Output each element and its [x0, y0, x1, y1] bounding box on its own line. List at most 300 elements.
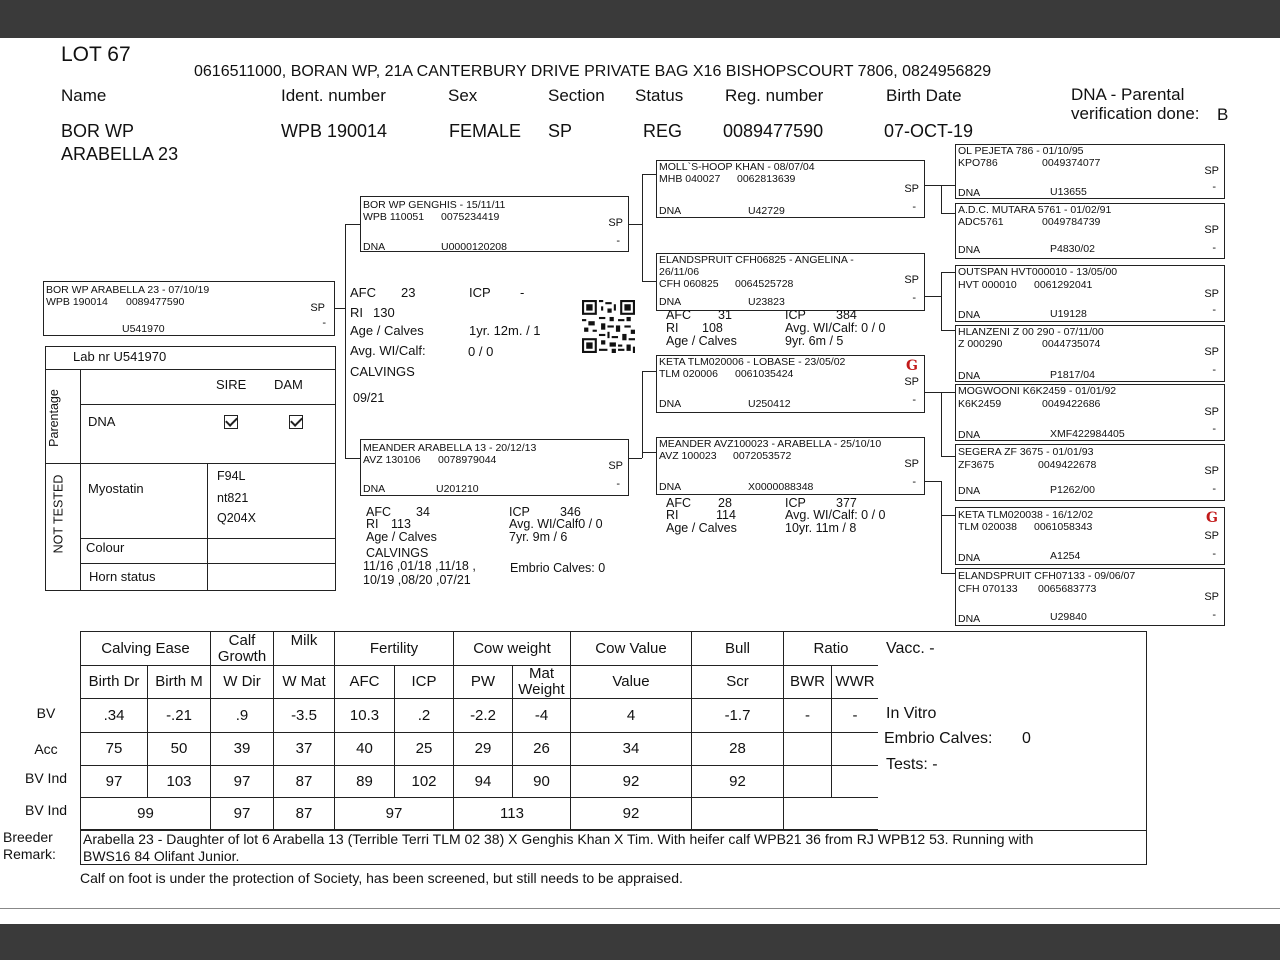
sire-dna-checkbox: [224, 415, 238, 429]
animal-name-1: BOR WP: [61, 121, 135, 141]
header-status: Status: [635, 86, 684, 105]
ggp-dash: -: [1212, 483, 1216, 495]
gp-a-wi: Avg. WI/Calf: 0 / 0: [785, 321, 886, 335]
dam-icp: 346: [560, 505, 581, 519]
ggp-section: SP: [1204, 224, 1219, 236]
row-label-bv: BV: [36, 705, 56, 721]
ggp-reg: 0049422678: [1038, 459, 1097, 471]
subject-wi-label: Avg. WI/Calf:: [350, 343, 426, 358]
lab-divider: [80, 563, 335, 564]
gp-a-age-label: Age / Calves: [666, 334, 737, 348]
header-name: Name: [61, 86, 107, 105]
gp-section: SP: [904, 458, 919, 470]
ind2-cell: 87: [274, 798, 335, 830]
myostatin-label: Myostatin: [88, 481, 144, 496]
ggp-section: SP: [1204, 288, 1219, 300]
subject-calvings-label: CALVINGS: [350, 364, 415, 379]
bv-cell: .9: [211, 699, 274, 733]
ind2-cell: [692, 798, 784, 830]
connector: [925, 392, 941, 393]
acc-cell: 26: [513, 733, 571, 766]
acc-row: [81, 733, 879, 766]
sire-dash: -: [616, 235, 620, 247]
connector: [642, 452, 656, 453]
lab-divider: [80, 538, 335, 539]
ggp-dna-label: DNA: [958, 429, 981, 441]
gp-dna: U250412: [748, 398, 791, 410]
gp-dna: U42729: [748, 205, 785, 217]
embrio-value: 0: [1022, 730, 1031, 747]
top-bar: [0, 0, 1280, 38]
ggp-dna-label: DNA: [958, 187, 981, 199]
great-grandparent-box: [955, 144, 1225, 199]
ggp-id: Z 000290: [958, 338, 1003, 350]
header-sex: Sex: [448, 86, 478, 105]
ggp-dna: U19128: [1050, 308, 1087, 320]
ind2-cell: 97: [211, 798, 274, 830]
great-grandparent-box: [955, 203, 1225, 259]
myostatin-value-2: nt821: [217, 491, 249, 505]
ggp-title: HLANZENI Z 00 290 - 07/11/00: [958, 326, 1104, 338]
grandparent-box: [656, 355, 925, 413]
connector: [345, 224, 346, 458]
gp-title: MEANDER AVZ100023 - ARABELLA - 25/10/10: [659, 438, 882, 450]
gp-dash: -: [912, 201, 916, 213]
vacc-label: Vacc. -: [886, 640, 935, 657]
sire-box: [360, 196, 629, 252]
connector: [642, 281, 656, 282]
ggp-id: K6K2459: [958, 398, 1002, 410]
ggp-dna-label: DNA: [958, 244, 981, 256]
society-logo-icon: G: [906, 358, 918, 374]
gp-a-afc-label: AFC: [666, 308, 691, 322]
group-fertility: Fertility: [335, 632, 454, 666]
ggp-dna-label: DNA: [958, 552, 981, 564]
connector: [941, 481, 942, 573]
lot-number: LOT 67: [61, 43, 131, 66]
qr-code: [582, 300, 635, 353]
sire-dna-label: DNA: [363, 241, 386, 253]
subject-title: BOR WP ARABELLA 23 - 07/10/19: [46, 284, 210, 296]
grandparent-box: [656, 253, 925, 311]
not-tested-label: NOT TESTED: [51, 474, 66, 554]
gp-reg: 0061035424: [735, 368, 794, 380]
dam-ri-label: RI: [366, 517, 379, 531]
sire-reg: 0075234419: [441, 211, 500, 223]
ggp-reg: 0049374077: [1042, 157, 1101, 169]
connector: [642, 371, 656, 372]
dam-afc-label: AFC: [366, 505, 391, 519]
animal-ident: WPB 190014: [281, 121, 388, 141]
ggp-reg: 0049422686: [1042, 398, 1101, 410]
grandparent-box: [656, 160, 925, 218]
dam-dna: U201210: [436, 483, 479, 495]
subject-id: WPB 190014: [46, 296, 108, 308]
bv-cell: -1.7: [692, 699, 784, 733]
connector: [925, 296, 941, 297]
connector: [941, 456, 955, 457]
gp-title: MOLL`S-HOOP KHAN - 08/07/04: [659, 161, 815, 173]
gp-b-afc-label: AFC: [666, 496, 691, 510]
group-calving-ease: Calving Ease: [81, 632, 211, 666]
tests-label: Tests: -: [886, 756, 938, 773]
ggp-reg: 0044735074: [1042, 338, 1101, 350]
ggp-dash: -: [1212, 423, 1216, 435]
gp-title: KETA TLM020006 - LOBASE - 23/05/02: [659, 356, 846, 368]
col-pw: PW: [454, 666, 513, 699]
subject-icp-label: ICP: [469, 285, 491, 300]
ggp-dna: U13655: [1050, 186, 1087, 198]
ggp-reg: 0061058343: [1034, 521, 1093, 533]
ggp-dash: -: [1212, 364, 1216, 376]
ind-cell: 103: [148, 766, 211, 798]
gp-dash: -: [912, 292, 916, 304]
ggp-dna: P1817/04: [1050, 369, 1095, 381]
ind-cell: 97: [81, 766, 148, 798]
ggp-dna: A1254: [1050, 550, 1081, 562]
ggp-title: MOGWOONI K6K2459 - 01/01/92: [958, 385, 1117, 397]
header-reg: Reg. number: [725, 86, 824, 105]
dam-box: [360, 439, 629, 496]
ggp-dna-label: DNA: [958, 613, 981, 625]
header-ident: Ident. number: [281, 86, 386, 105]
header-dna-verif-1: DNA - Parental: [1071, 85, 1185, 104]
group-cow-value: Cow Value: [571, 632, 692, 666]
grandparent-box: [656, 437, 925, 495]
ggp-dash: -: [1212, 181, 1216, 193]
row-label-acc: Acc: [34, 741, 58, 757]
gp-section: SP: [904, 376, 919, 388]
dam-dash: -: [616, 478, 620, 490]
dam-calvings-1: 11/16 ,01/18 ,11/18 ,: [363, 559, 476, 573]
sire-section: SP: [608, 217, 623, 229]
gp-b-afc: 28: [718, 496, 732, 510]
great-grandparent-box: [955, 444, 1225, 501]
acc-cell: 34: [571, 733, 692, 766]
dam-afc: 34: [416, 505, 430, 519]
gp-b-ri-label: RI: [666, 508, 679, 522]
ind-cell: 90: [513, 766, 571, 798]
sire-id: WPB 110051: [363, 211, 425, 223]
ggp-dash: -: [1212, 242, 1216, 254]
subject-dna: U541970: [122, 323, 165, 335]
dam-section: SP: [608, 460, 623, 472]
dna-label: DNA: [88, 414, 116, 429]
in-vitro-label: In Vitro: [886, 705, 937, 722]
bv-cell: -4: [513, 699, 571, 733]
dam-calvings-label: CALVINGS: [366, 546, 429, 560]
gp-a-icp-label: ICP: [785, 308, 806, 322]
col-birth-dr: Birth Dr: [81, 666, 148, 699]
connector: [335, 308, 345, 309]
bv-ind-summary-row: [81, 798, 879, 830]
colour-label: Colour: [86, 540, 125, 555]
col-birth-m: Birth M: [148, 666, 211, 699]
sire-title: BOR WP GENGHIS - 15/11/11: [363, 199, 506, 211]
ind-cell: 89: [335, 766, 395, 798]
bv-cell: -.21: [148, 699, 211, 733]
gp-dna: X0000088348: [748, 481, 814, 493]
connector: [345, 458, 360, 459]
col-icp: ICP: [395, 666, 454, 699]
connector: [941, 392, 955, 393]
bv-cell: 4: [571, 699, 692, 733]
subject-reg: 0089477590: [126, 296, 185, 308]
gp-a-age: 9yr. 6m / 5: [785, 334, 844, 348]
ggp-dash: -: [1212, 304, 1216, 316]
connector: [941, 185, 955, 186]
subject-dash: -: [322, 317, 326, 329]
ggp-dna: P1262/00: [1050, 484, 1095, 496]
ggp-dna-label: DNA: [958, 309, 981, 321]
row-label-bv-ind-2: BV Ind: [24, 802, 68, 818]
remark-text-2: BWS16 84 Olifant Junior.: [83, 848, 240, 864]
gp-title: ELANDSPRUIT CFH06825 - ANGELINA -: [659, 254, 854, 266]
dam-ri: 113: [391, 517, 411, 531]
lab-divider: [46, 369, 335, 370]
ggp-dna-label: DNA: [958, 370, 981, 382]
dam-calvings-2: 10/19 ,08/20 ,07/21: [363, 573, 471, 587]
ggp-dna: U29840: [1050, 611, 1087, 623]
great-grandparent-box: [955, 325, 1225, 382]
ind-cell: 97: [211, 766, 274, 798]
ggp-section: SP: [1204, 465, 1219, 477]
gp-a-afc: 31: [718, 308, 732, 322]
dam-age-label: Age / Calves: [366, 530, 437, 544]
acc-cell: 29: [454, 733, 513, 766]
ggp-id: TLM 020038: [958, 521, 1017, 533]
dam-age: 7yr. 9m / 6: [509, 530, 568, 544]
animal-reg: 0089477590: [723, 121, 824, 141]
lab-col-divider: [207, 463, 208, 590]
bv-row: [81, 699, 879, 733]
lab-box: [45, 346, 336, 591]
horn-label: Horn status: [89, 569, 156, 584]
subject-ri-label: RI: [350, 305, 363, 320]
ind2-cell: 97: [335, 798, 454, 830]
dam-dna-checkbox: [289, 415, 303, 429]
ind-cell: 87: [274, 766, 335, 798]
connector: [941, 392, 942, 456]
ggp-title: OUTSPAN HVT000010 - 13/05/00: [958, 266, 1118, 278]
acc-cell: 25: [395, 733, 454, 766]
connector: [925, 481, 941, 482]
lab-col-divider: [80, 369, 81, 590]
subject-ri: 130: [373, 305, 395, 320]
sire-header: SIRE: [216, 377, 247, 392]
gp-section: SP: [904, 183, 919, 195]
animal-birth: 07-OCT-19: [884, 121, 974, 141]
gp-id: AVZ 100023: [659, 450, 717, 462]
ggp-reg: 0049784739: [1042, 216, 1101, 228]
breeding-values-table: [80, 631, 879, 830]
ggp-title: SEGERA ZF 3675 - 01/01/93: [958, 446, 1094, 458]
subject-afc-label: AFC: [350, 285, 376, 300]
gp-reg: 0064525728: [735, 278, 794, 290]
col-wwr: WWR: [832, 666, 879, 699]
bv-cell: -: [784, 699, 832, 733]
dam-wi: Avg. WI/Calf0 / 0: [509, 517, 603, 531]
ggp-id: KPO786: [958, 157, 998, 169]
col-mat-weight: Mat Weight: [513, 666, 571, 699]
ggp-dna-label: DNA: [958, 485, 981, 497]
dam-embrio: Embrio Calves: 0: [510, 561, 606, 575]
animal-name-2: ARABELLA 23: [61, 144, 179, 164]
myostatin-value-1: F94L: [217, 469, 246, 483]
gp-a-icp: 384: [836, 308, 857, 322]
gp-reg: 0072053572: [733, 450, 792, 462]
connector: [941, 213, 955, 214]
remark-label-2: Remark:: [3, 846, 56, 862]
dam-reg: 0078979044: [438, 454, 497, 466]
ggp-dash: -: [1212, 548, 1216, 560]
ggp-section: SP: [1204, 346, 1219, 358]
ind2-cell: 113: [454, 798, 571, 830]
subject-calvings: 09/21: [353, 391, 385, 405]
sire-dna: U0000120208: [441, 241, 507, 253]
great-grandparent-box: [955, 384, 1225, 441]
ind-cell: 94: [454, 766, 513, 798]
bv-cell: 10.3: [335, 699, 395, 733]
ind-cell: [784, 766, 832, 798]
animal-section: SP: [548, 121, 573, 141]
gp-dna-label: DNA: [659, 296, 682, 308]
animal-sex: FEMALE: [449, 121, 522, 141]
connector: [941, 573, 955, 574]
subject-age-label: Age / Calves: [350, 323, 424, 338]
ggp-dna: P4830/02: [1050, 243, 1095, 255]
ind-cell: 102: [395, 766, 454, 798]
animal-status: REG: [643, 121, 683, 141]
connector: [941, 515, 955, 516]
ggp-section: SP: [1204, 165, 1219, 177]
col-scr: Scr: [692, 666, 784, 699]
ggp-id: ZF3675: [958, 459, 995, 471]
gp-dna-label: DNA: [659, 398, 682, 410]
row-label-bv-ind: BV Ind: [24, 770, 68, 786]
myostatin-value-3: Q204X: [217, 511, 256, 525]
bottom-rule: [0, 908, 1280, 909]
great-grandparent-box: [955, 507, 1225, 565]
great-grandparent-box: [955, 265, 1225, 322]
bv-cell: -3.5: [274, 699, 335, 733]
connector: [345, 224, 360, 225]
ggp-dash: -: [1212, 609, 1216, 621]
connector: [642, 174, 656, 175]
remark-text-1: Arabella 23 - Daughter of lot 6 Arabella 13 (Terrible Terri TLM 02 38) X Genghis Khan X Tim. With heifer calf WPB21 36 from RJ WPB12 53. Running with: [83, 831, 1034, 847]
ind2-cell: 92: [571, 798, 692, 830]
lab-number: Lab nr U541970: [73, 349, 167, 364]
footer-note: Calf on foot is under the protection of Society, has been screened, but still needs to be appraised.: [80, 870, 683, 886]
group-bull: Bull: [692, 632, 784, 666]
connector: [941, 330, 955, 331]
acc-cell: 50: [148, 733, 211, 766]
subject-section: SP: [310, 302, 325, 314]
connector: [629, 458, 642, 459]
gp-b-ri: 114: [716, 508, 736, 522]
group-milk: Milk: [274, 632, 335, 666]
acc-cell: 37: [274, 733, 335, 766]
ggp-reg: 0061292041: [1034, 279, 1093, 291]
ind-cell: 92: [692, 766, 784, 798]
col-value: Value: [571, 666, 692, 699]
gp-b-icp-label: ICP: [785, 496, 806, 510]
subject-wi: 0 / 0: [468, 344, 494, 359]
col-afc: AFC: [335, 666, 395, 699]
gp-b-wi: Avg. WI/Calf: 0 / 0: [785, 508, 886, 522]
bv-cell: .2: [395, 699, 454, 733]
header-section: Section: [548, 86, 605, 105]
gp-b-icp: 377: [836, 496, 857, 510]
bv-cell: .34: [81, 699, 148, 733]
subject-icp: -: [520, 285, 525, 300]
subject-afc: 23: [401, 285, 416, 300]
great-grandparent-box: [955, 568, 1225, 626]
ggp-id: HVT 000010: [958, 279, 1017, 291]
ggp-title: KETA TLM020038 - 16/12/02: [958, 509, 1094, 521]
connector: [642, 174, 643, 281]
gp-id: CFH 060825: [659, 278, 719, 290]
connector: [941, 272, 955, 273]
society-logo-icon: G: [1206, 510, 1218, 526]
ggp-title: OL PEJETA 786 - 01/10/95: [958, 145, 1084, 157]
ggp-section: SP: [1204, 530, 1219, 542]
dam-icp-label: ICP: [509, 505, 530, 519]
connector: [941, 272, 942, 330]
ggp-title: ELANDSPRUIT CFH07133 - 09/06/07: [958, 570, 1136, 582]
gp-dna-label: DNA: [659, 481, 682, 493]
col-bwr: BWR: [784, 666, 832, 699]
ggp-title: A.D.C. MUTARA 5761 - 01/02/91: [958, 204, 1112, 216]
acc-cell: 40: [335, 733, 395, 766]
gp-dash: -: [912, 476, 916, 488]
gp-dna: U23823: [748, 296, 785, 308]
lab-divider: [80, 404, 335, 405]
gp-dna-label: DNA: [659, 205, 682, 217]
vaccination-panel: [878, 631, 1147, 831]
gp-title-2: 26/11/06: [659, 266, 700, 278]
connector: [941, 185, 942, 213]
gp-reg: 0062813639: [737, 173, 796, 185]
bv-cell: -: [832, 699, 879, 733]
group-calf-growth: Calf Growth: [211, 632, 274, 666]
connector: [629, 224, 642, 225]
dam-header: DAM: [274, 377, 303, 392]
dna-verif-value: B: [1217, 105, 1229, 124]
group-cow-weight: Cow weight: [454, 632, 571, 666]
gp-id: TLM 020006: [659, 368, 718, 380]
col-w-dir: W Dir: [211, 666, 274, 699]
dam-title: MEANDER ARABELLA 13 - 20/12/13: [363, 442, 537, 454]
acc-cell: 39: [211, 733, 274, 766]
connector: [925, 185, 941, 186]
ind2-cell: 99: [81, 798, 211, 830]
bottom-bar: [0, 924, 1280, 960]
gp-a-ri: 108: [702, 321, 723, 335]
gp-b-age: 10yr. 11m / 8: [785, 521, 857, 535]
gp-section: SP: [904, 274, 919, 286]
ggp-dna: XMF422984405: [1050, 428, 1125, 440]
ggp-id: ADC5761: [958, 216, 1004, 228]
ind2-cell: [784, 798, 879, 830]
header-dna-verif-2: verification done:: [1071, 104, 1200, 123]
ggp-reg: 0065683773: [1038, 583, 1097, 595]
acc-cell: 28: [692, 733, 784, 766]
subject-box: [43, 281, 335, 336]
header-birth: Birth Date: [886, 86, 962, 105]
ggp-section: SP: [1204, 406, 1219, 418]
acc-cell: 75: [81, 733, 148, 766]
